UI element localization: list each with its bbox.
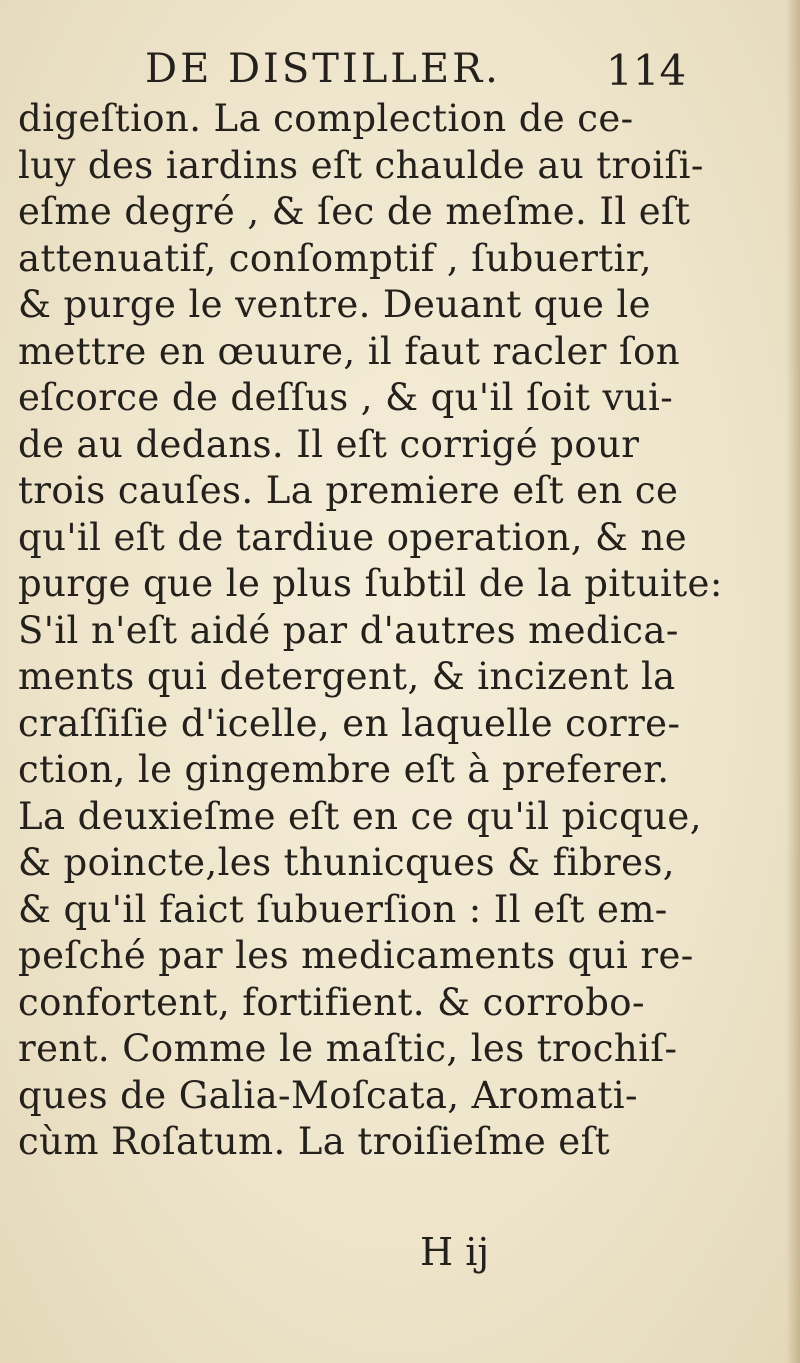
body-text bbox=[18, 96, 723, 1166]
text-line: S'il n'eſt aidé par d'autres medica- bbox=[18, 608, 679, 652]
text-line: & purge le ventre. Deuant que le bbox=[18, 283, 651, 326]
text-line: trois cauſes. La premiere eſt en ce bbox=[18, 469, 679, 512]
text-line: La deuxieſme eſt en ce qu'il picque, bbox=[18, 794, 702, 838]
text-line: confortent, fortifient. & corrobo- bbox=[18, 980, 645, 1024]
text-line: ques de Galia-Moſcata, Aromati- bbox=[18, 1073, 638, 1117]
signature-mark: H ij bbox=[420, 1230, 490, 1274]
text-line: cùm Roſatum. La troiſieſme eſt bbox=[18, 1120, 610, 1163]
text-line: qu'il eſt de tardiue operation, & ne bbox=[18, 515, 688, 559]
text-line: luy des iardins eſt chaulde au troiſi- bbox=[18, 143, 704, 187]
text-line: & qu'il faict ſubuerſion : Il eſt em- bbox=[18, 887, 668, 931]
running-head-title: DE DISTILLER. bbox=[145, 46, 501, 92]
text-line: eſcorce de deſſus , & qu'il ſoit vui- bbox=[18, 376, 674, 419]
text-line: purge que le plus ſubtil de la pituite: bbox=[18, 562, 723, 605]
text-line: digeſtion. La complection de ce- bbox=[18, 97, 634, 140]
text-line: ments qui detergent, & incizent la bbox=[18, 655, 676, 698]
page-number: 114 bbox=[606, 46, 687, 95]
text-line: attenuatif, conſomptif , ſubuertir, bbox=[18, 236, 652, 280]
text-line: craſſiſie d'icelle, en laquelle corre- bbox=[18, 701, 681, 745]
text-line: & poincte,les thunicques & fibres, bbox=[18, 841, 675, 884]
text-line: de au dedans. Il eſt corrigé pour bbox=[18, 422, 640, 466]
text-line: eſme degré , & ſec de meſme. Il eſt bbox=[18, 190, 691, 233]
text-line: ction, le gingembre eſt à preferer. bbox=[18, 748, 670, 791]
text-line: peſché par les medicaments qui re- bbox=[18, 934, 694, 977]
text-line: rent. Comme le maſtic, les trochiſ- bbox=[18, 1027, 678, 1070]
text-line: mettre en œuure, il faut racler ſon bbox=[18, 329, 680, 373]
page-edge-shadow bbox=[786, 0, 800, 1363]
